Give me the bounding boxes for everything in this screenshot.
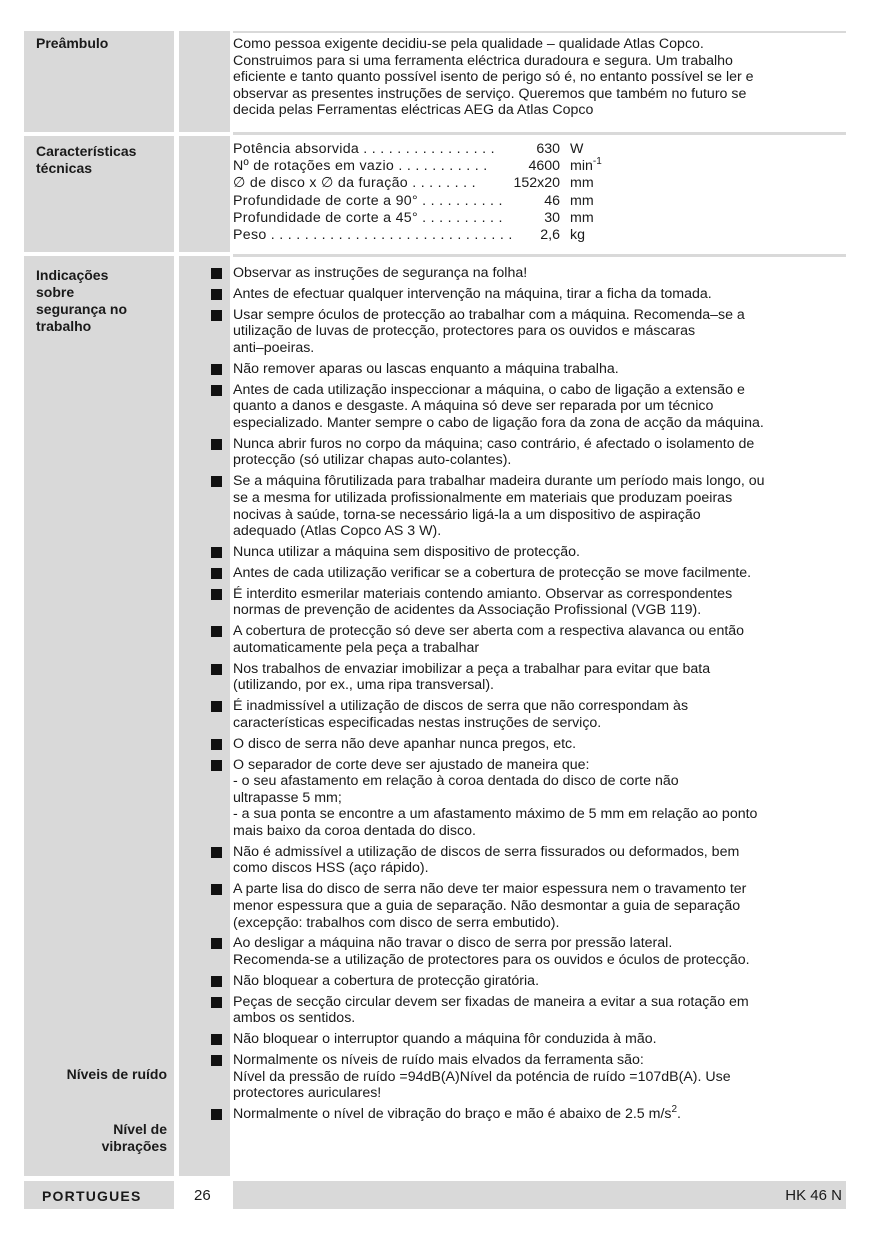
spec-row [233,193,653,210]
left-column-background [24,31,174,1176]
spec-name: ∅ de disco x ∅ da furação . . . . . . . . [233,175,476,192]
spec-value: 46 [544,192,560,209]
list-item [210,757,850,840]
spec-unit [570,158,602,175]
spec-value: 630 [536,141,560,157]
spec-row [233,210,653,227]
bullet-square-icon [211,1055,222,1066]
list-item [210,973,850,990]
list-item [210,844,850,877]
spec-row [233,227,653,244]
bullet-text: Antes de efectuar qualquer intervenção na máquina, tirar a ficha da tomada. [233,285,712,302]
list-item [210,544,850,561]
bullet-text: A cobertura de protecção só deve ser aberta com a respectiva alavanca ou então automaticamente pela peça a trabalhar [233,623,745,656]
bullet-square-icon [211,938,222,949]
spec-value: 30 [544,209,560,226]
bullet-text: O separador de corte deve ser ajustado de maneira que: - o seu afastamento em relação à coroa dentada do disco de corte não ultrapasse 5 mm; - a sua ponta se encontre a um afastamento máximo de 5 mm em relação ao ponto mais baixo da coroa dentada do disco. [233,756,758,839]
list-item [210,436,850,469]
bullet-square-icon [211,664,222,675]
bullet-text: Observar as instruções de segurança na folha! [233,265,528,281]
bullet-square-icon [211,976,222,987]
bullet-text: Não é admissível a utilização de discos de serra fissurados ou deformados, bem como discos HSS (aço rápido). [233,843,740,877]
specs-table [233,141,653,244]
list-item [210,1052,850,1102]
bullet-square-icon [211,289,222,300]
bullet-text: O disco de serra não deve apanhar nunca pregos, etc. [233,735,577,752]
list-item [210,881,850,931]
list-item [210,698,850,731]
bullet-square-icon [211,547,222,558]
bullet-square-icon [211,268,222,279]
bullet-square-icon [211,476,222,487]
spec-row [233,158,653,175]
bullet-square-icon [211,439,222,450]
safety-bullet-list [210,265,850,1127]
bullet-text: Nunca utilizar a máquina sem dispositivo de protecção. [233,543,580,560]
bullet-square-icon [211,997,222,1008]
bullet-square-icon [211,1109,222,1120]
section-rule [233,132,846,135]
spec-name: Profundidade de corte a 45° . . . . . . . . . . [233,209,503,226]
bullet-text: A parte lisa do disco de serra não deve ter maior espessura nem o travamento ter menor espessura que a guia de separação. Não desmontar a guia de separação (excepção: trabalhos com disco de serra embutido). [233,881,747,931]
bullet-text: Normalmente os níveis de ruído mais elvados da ferramenta são: Nível da pressão de ruído =94dB(A)Nível da poténcia de ruído =107dB(A). Use protectores auriculares! [233,1052,731,1102]
bullet-text: Usar sempre óculos de protecção ao trabalhar com a máquina. Recomenda–se a utilização de luvas de protecção, protectores para os ouvidos e máscaras anti–poeiras. [233,306,745,356]
spec-value: 152x20 [513,175,560,192]
list-item [210,473,850,539]
bullet-square-icon [211,626,222,637]
bullet-square-icon [211,739,222,750]
bullet-text: Se a máquina fôrutilizada para trabalhar madeira durante um período mais longo, ou se a mesma for utilizada profissionalmente em materiais que produzam poeiras nocivas à saúde, torna-se necessário ligá-la a um dispositivo de aspiração adequado (Atlas Copco AS 3 W). [233,473,765,540]
spec-row [233,141,653,158]
bullet-square-icon [211,701,222,712]
list-item [210,565,850,582]
list-item [210,265,850,282]
list-item [210,661,850,694]
bullet-square-icon [211,760,222,771]
spec-value: 4600 [528,158,560,175]
bullet-square-icon [211,884,222,895]
list-item [210,623,850,656]
list-item [210,736,850,753]
footer-language: PORTUGUES [42,1188,142,1204]
right-column-rule [233,31,846,33]
specs-label: Características técnicas [36,143,137,176]
list-item [210,361,850,378]
bullet-square-icon [211,385,222,396]
bullet-text: Antes de cada utilização verificar se a cobertura de protecção se move facilmente. [233,564,752,581]
spec-name: Peso . . . . . . . . . . . . . . . . . . . . . . . . . . . . . [233,226,513,243]
bullet-text: É inadmissível a utilização de discos de serra que não correspondam às características especificadas nestas instruções de serviço. [233,698,689,731]
vibration-label: Nível de vibrações [101,1121,167,1154]
safety-label: Indicações sobre segurança no trabalho [36,267,128,334]
spec-unit-exponent: -1 [592,156,602,168]
footer-page-number: 26 [194,1187,211,1204]
section-rule [233,254,846,257]
bullet-text: Não remover aparas ou lascas enquanto a máquina trabalha. [233,360,619,377]
list-item [210,382,850,432]
bullet-square-icon [211,568,222,579]
bullet-square-icon [211,589,222,600]
spec-unit: kg [570,226,585,243]
spec-name: Nº de rotações em vazio . . . . . . . . . . . [233,158,488,175]
bullet-square-icon [211,1034,222,1045]
vibration-text-end: . [677,1106,681,1123]
spec-unit: mm [570,192,594,209]
spec-row [233,175,653,192]
list-item [210,994,850,1027]
bullet-square-icon [211,310,222,321]
list-item [210,1031,850,1048]
preamble-label: Preâmbulo [36,35,109,51]
spec-unit: mm [570,175,594,192]
bullet-square-icon [211,364,222,375]
list-item [210,286,850,303]
bullet-text: Não bloquear a cobertura de protecção giratória. [233,972,540,989]
bullet-text: Nunca abrir furos no corpo da máquina; caso contrário, é afectado o isolamento de protecção (só utilizar chapas auto-colantes). [233,435,755,469]
list-item [210,307,850,357]
bullet-text: Nos trabalhos de envaziar imobilizar a peça a trabalhar para evitar que bata (utilizando, por ex., uma ripa transversal). [233,660,711,694]
spec-value: 2,6 [540,226,560,243]
spec-name: Potência absorvida . . . . . . . . . . . . . . . . [233,141,495,157]
noise-label: Níveis de ruído [66,1066,167,1082]
bullet-square-icon [211,847,222,858]
bullet-text: Peças de secção circular devem ser fixadas de maneira a evitar a sua rotação em ambos os sentidos. [233,993,749,1027]
spec-unit: W [570,141,584,157]
vibration-text [233,1106,681,1122]
bullet-text: Antes de cada utilização inspeccionar a máquina, o cabo de ligação a extensão e quanto a danos e desgaste. A máquina só deve ser reparada por um técnico especializado. Manter sempre o cabo de ligação fora da zona de acção da máquina. [233,381,764,431]
bullet-text: É interdito esmerilar materiais contendo amianto. Observar as correspondentes normas de prevenção de acidentes da Associação Profissional (VGB 119). [233,585,733,619]
list-item [210,1106,850,1123]
vibration-text-main: Normalmente o nível de vibração do braço e mão é abaixo de 2.5 m/s [233,1106,672,1123]
spec-unit: mm [570,209,594,226]
footer-model: HK 46 N [785,1187,842,1204]
bullet-text: Não bloquear o interruptor quando a máquina fôr conduzida à mão. [233,1031,657,1048]
list-item [210,935,850,968]
spec-name: Profundidade de corte a 90° . . . . . . . . . . [233,192,503,209]
footer-right-bar [233,1181,846,1209]
vibration-unit-exponent: 2 [671,1104,678,1116]
preamble-text: Como pessoa exigente decidiu-se pela qualidade – qualidade Atlas Copco. Construimos para si uma ferramenta eléctrica duradoura e segura. Um trabalho eficiente e tanto quanto possível isento de perigo só é, no entanto possível se ler e observar as presentes instruções de serviço. Queremos que também no futuro se decida pelas Ferramentas eléctricas AEG da Atlas Copco [233,36,754,119]
list-item [210,586,850,619]
bullet-text: Ao desligar a máquina não travar o disco de serra por pressão lateral. Recomenda-se a utilização de protectores para os ouvidos e óculos de protecção. [233,935,750,969]
spec-unit-text: min [570,158,593,175]
